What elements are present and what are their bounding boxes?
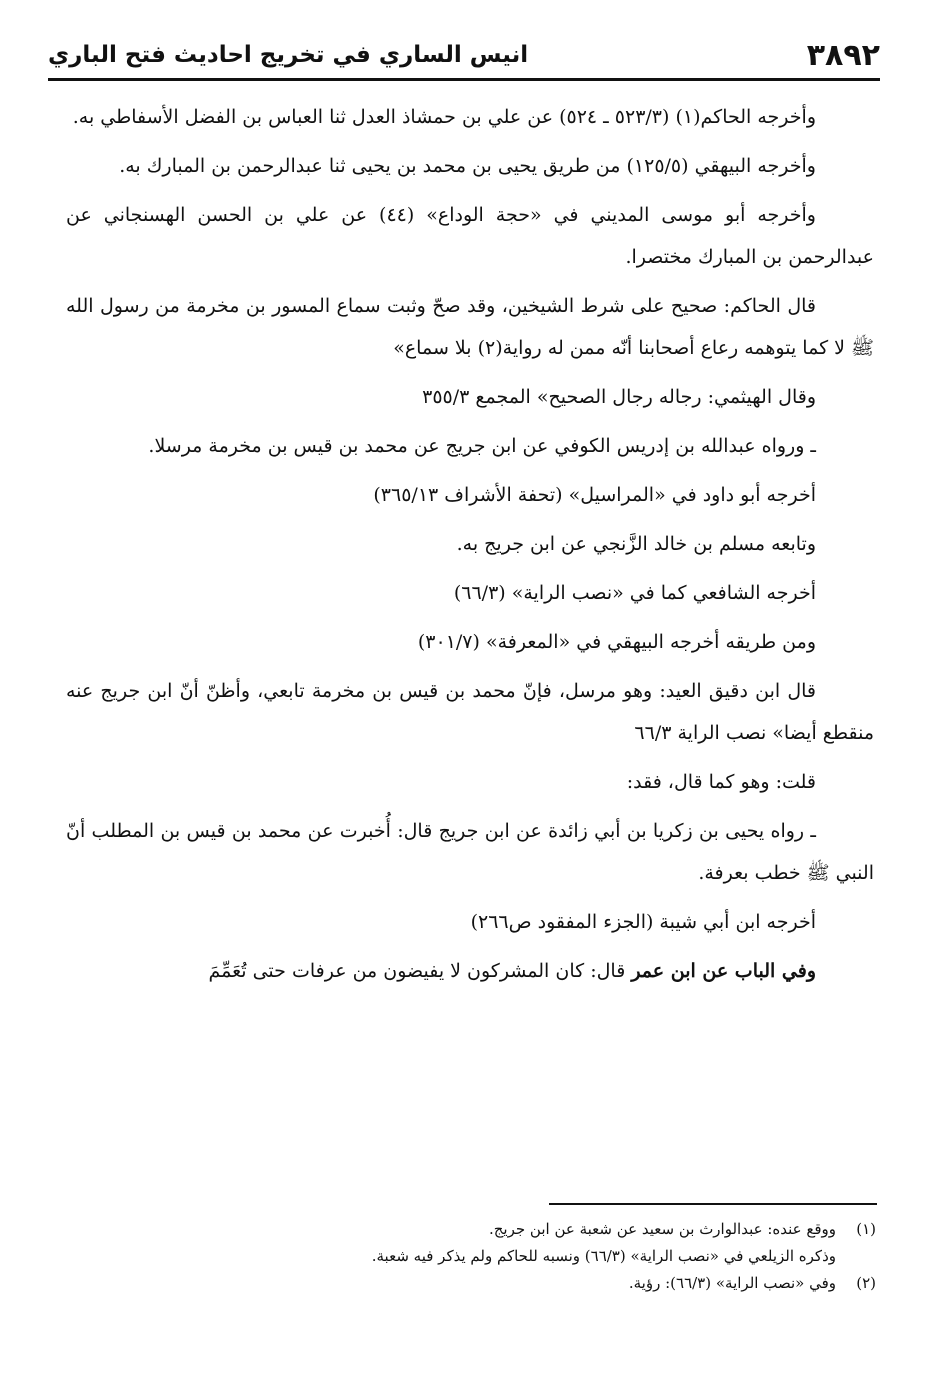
paragraph: ـ رواه يحيى بن زكريا بن أبي زائدة عن ابن جريج قال: أُخبرت عن محمد بن قيس بن المطلب أنّ النبي ﷺ خطب بعرفة. xyxy=(66,820,874,884)
footnote-number: (٢) xyxy=(856,1274,876,1292)
paragraph: أخرجه ابن أبي شيبة (الجزء المفقود ص٢٦٦) xyxy=(470,911,816,933)
paragraph-rest: قال: كان المشركون لا يفيضون من عرفات حتى تُعَمِّمَ xyxy=(208,960,632,982)
footnote xyxy=(110,1270,876,1297)
paragraph: وأخرجه الحاكم(١) (٥٢٣/٣ ـ ٥٢٤) عن علي بن حمشاذ العدل ثنا العباس بن الفضل الأسفاطي به. xyxy=(72,106,816,128)
main-text xyxy=(66,96,874,999)
paragraph: قال الحاكم: صحيح على شرط الشيخين، وقد صحّ وثبت سماع المسور بن مخرمة من رسول الله ﷺ لا كما يتوهمه رعاع أصحابنا أنّه ممن له رواية(٢) بلا سماع» xyxy=(66,295,874,359)
paragraph: وأخرجه أبو موسى المديني في «حجة الوداع» (٤٤) عن علي بن الحسن الهسنجاني عن عبدالرحمن بن المبارك مختصرا. xyxy=(66,204,874,268)
running-title: انيس الساري في تخريج احاديث فتح الباري xyxy=(48,42,529,68)
footnotes xyxy=(110,1216,876,1297)
paragraph: قلت: وهو كما قال، فقد: xyxy=(626,771,816,793)
paragraph-last xyxy=(66,950,874,992)
paragraph: ومن طريقه أخرجه البيهقي في «المعرفة» (٣٠١/٧) xyxy=(417,631,816,653)
footnote xyxy=(110,1216,876,1243)
page-header xyxy=(48,34,880,76)
paragraph: وقال الهيثمي: رجاله رجال الصحيح» المجمع ٣٥٥/٣ xyxy=(422,386,816,408)
footnote-text: وفي «نصب الراية» (٦٦/٣): رؤية. xyxy=(628,1274,836,1292)
header-rule xyxy=(48,78,880,81)
paragraph: وأخرجه البيهقي (١٢٥/٥) من طريق يحيى بن محمد بن يحيى ثنا عبدالرحمن بن المبارك به. xyxy=(119,155,816,177)
footnote-rule xyxy=(549,1203,877,1205)
footnote-continuation: وذكره الزيلعي في «نصب الراية» (٦٦/٣) ونسبه للحاكم ولم يذكر فيه شعبة. xyxy=(371,1247,836,1265)
paragraph: أخرجه أبو داود في «المراسيل» (تحفة الأشراف ٣٦٥/١٣) xyxy=(373,484,816,506)
paragraph: أخرجه الشافعي كما في «نصب الراية» (٦٦/٣) xyxy=(453,582,816,604)
paragraph: ـ ورواه عبدالله بن إدريس الكوفي عن ابن جريج عن محمد بن قيس بن مخرمة مرسلا. xyxy=(148,435,816,457)
footnote-number: (١) xyxy=(856,1220,876,1238)
paragraph: قال ابن دقيق العيد: وهو مرسل، فإنّ محمد بن قيس بن مخرمة تابعي، وأظنّ أنّ ابن جريج عنه منقطع أيضا» نصب الراية ٦٦/٣ xyxy=(66,680,874,744)
footnote-text: ووقع عنده: عبدالوارث بن سعيد عن شعبة عن ابن جريج. xyxy=(488,1220,836,1238)
bold-lead: وفي الباب عن ابن عمر xyxy=(631,960,816,982)
page-number: ٣٨٩٢ xyxy=(806,37,880,73)
paragraph: وتابعه مسلم بن خالد الزَّنجي عن ابن جريج به. xyxy=(456,533,816,555)
